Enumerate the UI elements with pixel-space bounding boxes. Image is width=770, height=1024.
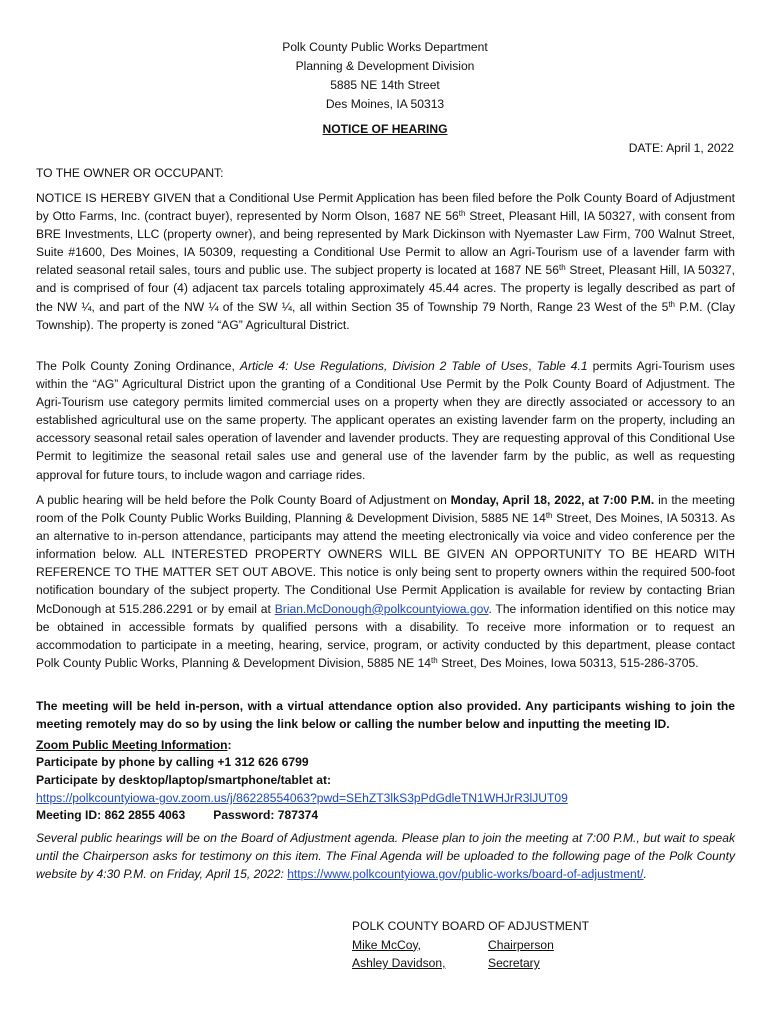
signature-block	[352, 917, 612, 973]
notice-paragraph-2: The Polk County Zoning Ordinance, Article 4: Use Regulations, Division 2 Table of Uses, Table 4.1 permits Agri-Tourism uses within the “AG” Agricultural District upon the granting of a Conditional Use Permit by the Polk County Board of Adjustment. The Agri-Tourism use category permits limited commercial uses on a property when they are directly associated or accessory to an established agricultural use on the same property. The applicant operates an existing lavender farm on the property, including an accessory seasonal retail sales operation of lavender and lavender products. They are requesting approval of this Conditional Use Permit to legitimize the seasonal retail sales use and general use of the lavender farm by the public, as well as requesting approval for future tours, to include wagon and carriage rides.	[36, 359, 735, 482]
division-name: Planning & Development Division	[295, 59, 475, 73]
notice-title: NOTICE OF HEARING	[322, 122, 448, 136]
notice-paragraph-3: A public hearing will be held before the Polk County Board of Adjustment on Monday, April 18, 2022, at 7:00 P.M. in the meeting room of the Polk County Public Works Building, Planning & Development Division, 5885 NE 14th Street, Des Moines, IA 50313. As an alternative to in-person attendance, participants may attend the meeting electronically via voice and video conference per the information below. ALL INTERESTED PROPERTY OWNERS WILL BE GIVEN AN OPPORTUNITY TO BE HEARD WITH REFERENCE TO THE MATTER SET OUT ABOVE. This notice is only being sent to property owners within the required 500-foot notification boundary of the subject property. The Conditional Use Permit Application is available for review by contacting Brian McDonough at 515.286.2291 or by email at Brian.McDonough@polkcountyiowa.gov. The information identified on this notice may be obtained in accessible formats by qualified persons with a disability. To receive more information or to request an accommodation to participate in a meeting, hearing, service, program, or activity conducted by this department, please contact Polk County Public Works, Planning & Development Division, 5885 NE 14th Street, Des Moines, Iowa 50313, 515-286-3705.	[36, 493, 735, 670]
chairperson-name: Mike McCoy,	[352, 937, 421, 952]
zoom-phone: Participate by phone by calling +1 312 626 6799	[36, 755, 309, 769]
zoom-heading: Zoom Public Meeting Information:	[36, 738, 232, 752]
zoom-link-row	[36, 789, 735, 807]
zoom-password: Password: 787374	[213, 808, 319, 822]
signature-row-secretary	[352, 954, 612, 973]
secretary-title: Secretary	[488, 956, 540, 970]
zoom-meeting-link[interactable]: https://polkcountyiowa-gov.zoom.us/j/86228554063?pwd=SEhZT3lkS3pPdGdleTN1WHJrR3lJUT09	[36, 791, 568, 805]
zoom-meeting-id: Meeting ID: 862 2855 4063	[36, 808, 186, 822]
agenda-note: Several public hearings will be on the Board of Adjustment agenda. Please plan to join the meeting at 7:00 P.M., but wait to speak until the Chairperson asks for testimony on this item. The Final Agenda will be uploaded to the following page of the Polk County website by 4:30 P.M. on Friday, April 15, 2022: https://www.polkcountyiowa.gov/public-works/board-of-adjustment/.	[36, 831, 735, 882]
secretary-name: Ashley Davidson,	[352, 956, 446, 970]
email-link[interactable]: Brian.McDonough@polkcountyiowa.gov	[274, 601, 489, 616]
agenda-link[interactable]: https://www.polkcountyiowa.gov/public-works/board-of-adjustment/	[287, 867, 644, 882]
chairperson-title: Chairperson	[488, 937, 554, 952]
city-state-zip: Des Moines, IA 50313	[325, 97, 445, 111]
remote-attendance-paragraph: The meeting will be held in-person, with a virtual attendance option also provided. Any participants wishing to join the meeting remotely may do so by using the link below or calling the number below and inputting the meeting ID.	[36, 699, 735, 732]
zoom-device: Participate by desktop/laptop/smartphone/tablet at:	[36, 773, 332, 787]
zoom-credentials	[36, 806, 735, 824]
notice-date: DATE: April 1, 2022	[628, 141, 734, 155]
board-name: POLK COUNTY BOARD OF ADJUSTMENT	[352, 919, 589, 933]
salutation: TO THE OWNER OR OCCUPANT:	[36, 166, 224, 180]
signature-row-chair	[352, 936, 612, 955]
notice-paragraph-1: NOTICE IS HEREBY GIVEN that a Conditional Use Permit Application has been filed before the Polk County Board of Adjustment by Otto Farms, Inc. (contract buyer), represented by Norm Olson, 1687 NE 56th Street, Pleasant Hill, IA 50327, with consent from BRE Investments, LLC (property owner), and being represented by Mark Dickinson with Nyemaster Law Firm, 700 Walnut Street, Suite #1600, Des Moines, IA 50309, requesting a Conditional Use Permit to allow an Agri-Tourism use of a lavender farm with related seasonal retail sales, tours and public use. The subject property is located at 1687 NE 56th Street, Pleasant Hill, IA 50327, and is comprised of four (4) adjacent tax parcels totaling approximately 45.44 acres. The property is legally described as part of the NW ¼, and part of the NW ¼ of the SW ¼, all within Section 35 of Township 79 North, Range 23 West of the 5th P.M. (Clay Township). The property is zoned “AG” Agricultural District.	[36, 191, 736, 332]
street-address: 5885 NE 14th Street	[330, 78, 440, 92]
department-name: Polk County Public Works Department	[282, 40, 488, 54]
